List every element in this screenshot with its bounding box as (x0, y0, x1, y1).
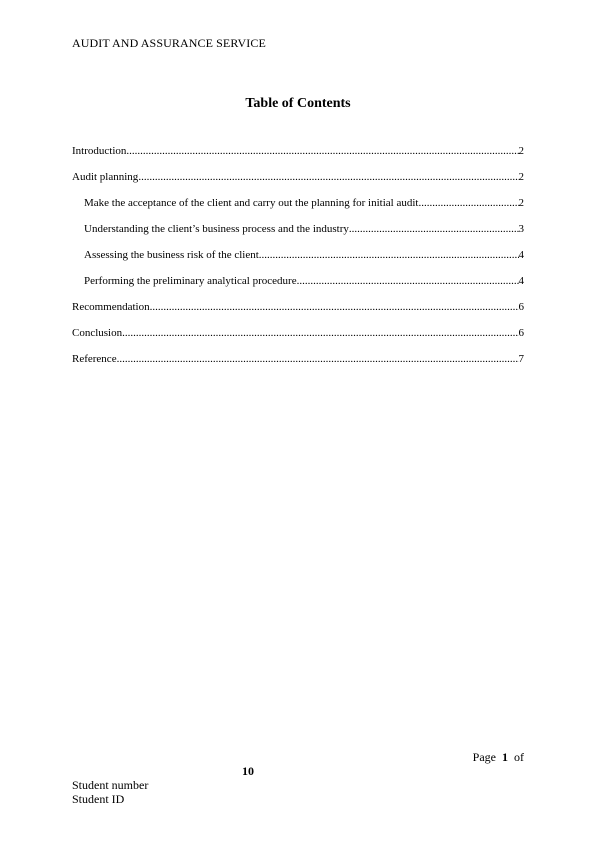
toc-entry-page: 2 (518, 145, 524, 157)
table-of-contents (72, 144, 524, 378)
toc-entry-text: Audit planning (72, 171, 139, 183)
toc-leader-dots (297, 274, 519, 289)
toc-entry-text: Performing the preliminary analytical procedure (84, 275, 297, 287)
toc-entry-page: 4 (518, 249, 524, 261)
toc-entry-page: 3 (518, 223, 524, 235)
toc-entry-text: Recommendation (72, 301, 150, 313)
total-pages-number: 10 (242, 764, 254, 778)
toc-entry-conclusion[interactable] (72, 326, 524, 352)
toc-entry-introduction[interactable] (72, 144, 524, 170)
toc-entry-text: Reference (72, 353, 117, 365)
toc-entry-page: 2 (518, 197, 524, 209)
toc-entry-text: Make the acceptance of the client and carry out the planning for initial audit (84, 197, 419, 209)
toc-leader-dots (259, 248, 519, 263)
toc-title: Table of Contents (245, 96, 351, 111)
toc-leader-dots (349, 222, 519, 237)
toc-entry-audit-planning[interactable] (72, 170, 524, 196)
toc-entry-text: Understanding the client’s business process and the industry (84, 223, 349, 235)
toc-leader-dots (138, 170, 518, 185)
toc-entry-recommendation[interactable] (72, 300, 524, 326)
toc-entry-page: 4 (518, 275, 524, 287)
toc-entry-text: Assessing the business risk of the client (84, 249, 259, 261)
student-footer (72, 778, 148, 806)
toc-entry-text: Conclusion (72, 327, 123, 339)
student-number-label: Student number (72, 778, 149, 792)
toc-leader-dots (150, 300, 519, 315)
toc-entry-reference[interactable] (72, 352, 524, 378)
page-number-label (473, 750, 524, 765)
toc-entry-business-process[interactable] (72, 222, 524, 248)
of-word: of (514, 750, 524, 764)
toc-entry-page: 6 (518, 301, 524, 313)
toc-entry-client-acceptance[interactable] (72, 196, 524, 222)
toc-leader-dots (117, 352, 519, 367)
toc-leader-dots (122, 326, 518, 341)
running-header: AUDIT AND ASSURANCE SERVICE (72, 36, 266, 50)
toc-entry-business-risk[interactable] (72, 248, 524, 274)
toc-entry-page: 6 (518, 327, 524, 339)
toc-entry-page: 2 (518, 171, 524, 183)
student-id-label: Student ID (72, 792, 125, 806)
toc-entry-analytical-procedure[interactable] (72, 274, 524, 300)
toc-entry-page: 7 (518, 353, 524, 365)
toc-entry-text: Introduction (72, 145, 127, 157)
toc-leader-dots (126, 144, 518, 159)
page-word: Page (472, 750, 496, 764)
toc-leader-dots (418, 196, 518, 211)
current-page-number: 1 (502, 750, 508, 764)
